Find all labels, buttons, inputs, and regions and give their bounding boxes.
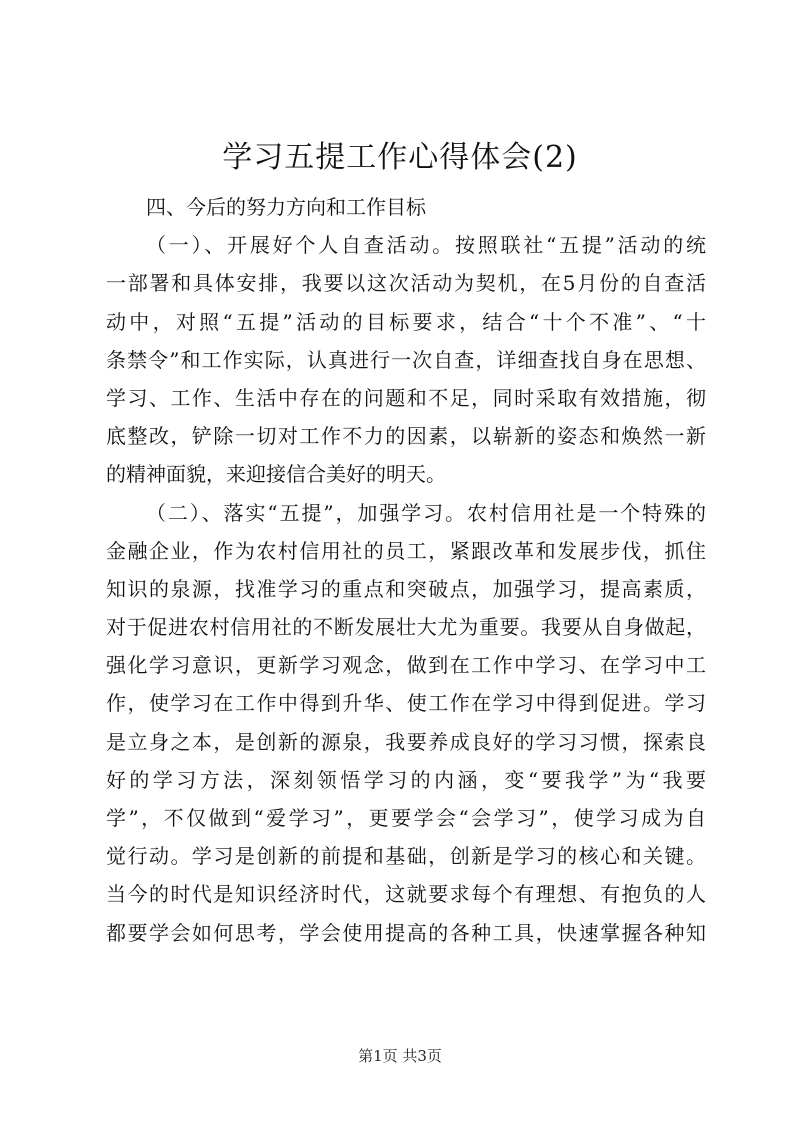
paragraph-line: 是立身之本，是创新的源泉，我要养成良好的学习习惯，探索良: [106, 729, 706, 754]
section-heading: 四、今后的努力方向和工作目标: [146, 195, 426, 219]
page-number-footer: 第1页 共3页: [358, 1047, 442, 1065]
paragraph-line: 好的学习方法，深刻领悟学习的内涵，变“要我学”为“我要: [106, 767, 706, 792]
paragraph-line: 一部署和具体安排，我要以这次活动为契机，在5月份的自查活: [106, 271, 706, 296]
paragraph-line: 条禁令”和工作实际，认真进行一次自查，详细查找自身在思想、: [106, 347, 706, 372]
paragraph-line: 知识的泉源，找准学习的重点和突破点，加强学习，提高素质，: [106, 576, 706, 601]
paragraph-line: 金融企业，作为农村信用社的员工，紧跟改革和发展步伐，抓住: [106, 538, 706, 563]
paragraph-line: 学习、工作、生活中存在的问题和不足，同时采取有效措施，彻: [106, 385, 706, 410]
paragraph-line: 作，使学习在工作中得到升华、使工作在学习中得到促进。学习: [106, 691, 706, 716]
paragraph-line: 动中，对照“五提”活动的目标要求，结合“十个不准”、“十: [106, 309, 706, 334]
paragraph-line: 觉行动。学习是创新的前提和基础，创新是学习的核心和关键。: [106, 844, 706, 869]
paragraph-line: （二）、落实“五提”，加强学习。农村信用社是一个特殊的: [146, 500, 706, 525]
paragraph-line: 强化学习意识，更新学习观念，做到在工作中学习、在学习中工: [106, 653, 706, 678]
document-body: [106, 188, 706, 952]
document-title: 学习五提工作心得体会(2): [222, 140, 578, 175]
paragraph-line: 都要学会如何思考，学会使用提高的各种工具，快速掌握各种知: [106, 920, 706, 945]
paragraph-line: 对于促进农村信用社的不断发展壮大尤为重要。我要从自身做起，: [106, 615, 706, 640]
paragraph-line: 底整改，铲除一切对工作不力的因素，以崭新的姿态和焕然一新: [106, 424, 706, 449]
paragraph-line: 当今的时代是知识经济时代，这就要求每个有理想、有抱负的人: [106, 882, 706, 907]
paragraph-line: 学”，不仅做到“爱学习”，更要学会“会学习”，使学习成为自: [106, 806, 706, 830]
paragraph-line: （一）、开展好个人自查活动。按照联社“五提”活动的统: [146, 233, 706, 258]
paragraph-line: 的精神面貌，来迎接信合美好的明天。: [106, 462, 446, 487]
